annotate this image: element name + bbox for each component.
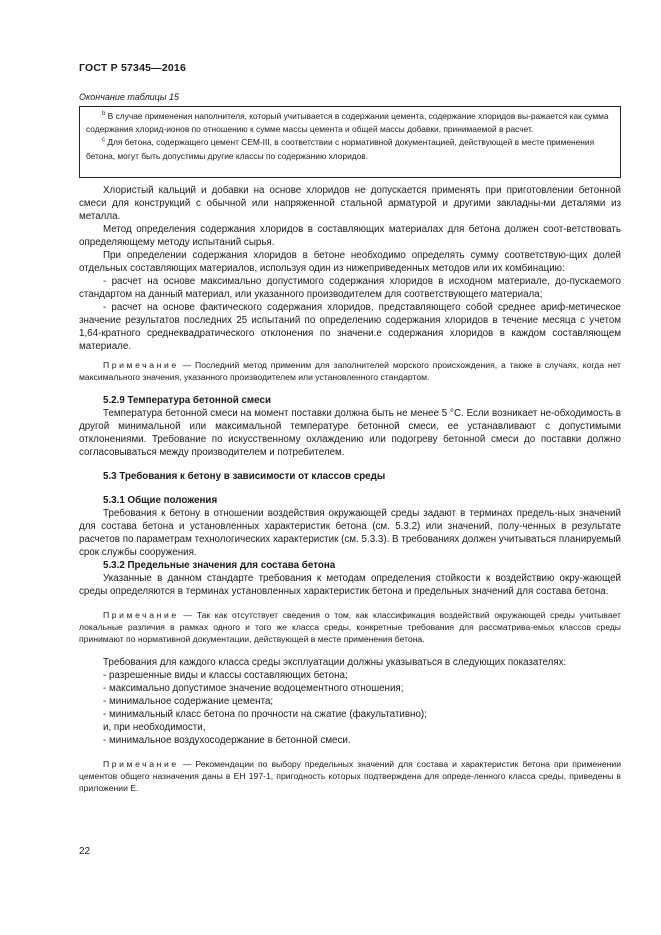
footnote-mark: b bbox=[102, 111, 106, 117]
footnote-mark: c bbox=[102, 137, 105, 144]
list-item: - минимальный класс бетона по прочности на сжатие (факультативно); bbox=[103, 709, 427, 720]
note-label: Примечание bbox=[103, 610, 179, 620]
list-item: - расчет на основе максимально допустимого содержания хлоридов в исходном материале, до-пускаемого стандартом на данный материал, или указанного производителем для соответствующего материала; bbox=[79, 276, 621, 300]
footnote-text: В случае применения наполнителя, который учитывается в содержании цемента, содержание хлоридов вы-ражается как сумма содержания хлорид-ионов по отношению к сумме массы цемента и общей массы добавки, принимаемой в расчет. bbox=[86, 111, 609, 135]
body-text bbox=[79, 184, 621, 794]
note bbox=[79, 359, 621, 383]
section-heading-5-2-9: 5.2.9 Температура бетонной смеси bbox=[103, 395, 271, 406]
list-item: - разрешенные виды и классы составляющих бетона; bbox=[103, 670, 348, 681]
section-heading-5-3-1: 5.3.1 Общие положения bbox=[103, 495, 218, 506]
table-footnotes-box bbox=[79, 106, 621, 178]
section-heading-5-3-2: 5.3.2 Предельные значения для состава бетона bbox=[103, 560, 336, 571]
paragraph: Метод определения содержания хлоридов в составляющих материалах для бетона должен соот-ветствовать определяющему методу испытаний сырья. bbox=[79, 224, 621, 248]
note-text: — Так как отсутствует сведения о том, как классификация воздействий окружающей среды учитывает локальные различия в рамках одного и того же класса среды, конкретные требования для рассматрива-емых классов среды принимают по нормативной документации, действующей в месте применения бетона. bbox=[79, 610, 621, 644]
note-text: — Рекомендации по выбору предельных значений для состава и характеристик бетона при применении цементов общего назначения даны в ЕН 197-1, пригодность которых подтверждена для опреде-ленного класса среды, приведены в приложении Е. bbox=[79, 759, 621, 793]
section-heading-5-3: 5.3 Требования к бетону в зависимости от классов среды bbox=[103, 471, 386, 482]
paragraph: Требования для каждого класса среды эксплуатации должны указываться в следующих показателях: bbox=[103, 657, 567, 668]
list-item: - минимальное воздухосодержание в бетонной смеси. bbox=[103, 735, 351, 746]
paragraph: Температура бетонной смеси на момент поставки должна быть не менее 5 °С. Если возникает не-обходимость в другой минимальной или максимальной температуре бетонной смеси, ее устанавливают с допустимыми отклонениями. Требование по искусственному охлаждению или подогреву бетонной смеси до поставки должно согласовываться между производителем и потребителем. bbox=[79, 408, 621, 458]
page-header-standard: ГОСТ Р 57345—2016 bbox=[79, 62, 187, 74]
note-text: — Последний метод применим для заполнителей морского происхождения, а также в случаях, когда нет максимального значения, указанного производителем или установленного стандартом. bbox=[79, 360, 621, 382]
table-continuation-label: Окончание таблицы 15 bbox=[79, 92, 179, 102]
note-label: Примечание bbox=[103, 360, 179, 370]
note-label: Примечание bbox=[103, 759, 179, 769]
list-item: и, при необходимости, bbox=[103, 722, 206, 733]
paragraph: Требования к бетону в отношении воздействия окружающей среды задают в терминах предель-ных значений для состава бетона и установленных характеристик бетона (см. 5.3.2) или значений, полу-ченных в результате расчетов по параметрам технологических характеристик (см. 5.3.3). В требованиях должен учитываться планируемый срок службы сооружения. bbox=[79, 508, 621, 558]
paragraph: Хлористый кальций и добавки на основе хлоридов не допускается применять при приготовлении бетонной смеси для конструкций с обычной или напряженной стальной арматурой и другими закладны-ми деталями из металла. bbox=[79, 185, 621, 222]
paragraph: Указанные в данном стандарте требования к методам определения стойкости к воздействию окру-жающей среды определяются в терминах установленных характеристик бетона и предельных значений для состава бетона. bbox=[79, 573, 621, 597]
footnote-text: Для бетона, содержащего цемент CEM-III, в соответствии с нормативной документацией, действующей в месте применения бетона, могут быть допустимы другие классы по содержанию хлоридов. bbox=[86, 137, 595, 161]
footnote-c bbox=[86, 136, 614, 162]
paragraph: При определении содержания хлоридов в бетоне необходимо определять сумму соответствую-щих долей отдельных составляющих материалов, используя один из нижеприведенных методов или их комбинацию: bbox=[79, 250, 621, 274]
note bbox=[79, 758, 621, 794]
footnote-b bbox=[86, 110, 614, 136]
list-item: - минимальное содержание цемента; bbox=[103, 696, 274, 707]
list-item: - максимально допустимое значение водоцементного отношения; bbox=[103, 683, 404, 694]
note bbox=[79, 609, 621, 645]
list-item: - расчет на основе фактического содержания хлоридов, представляющего собой среднее ариф-метическое значение результатов последних 25 испытаний по определению содержания хлоридов в течение месяца с учетом 1,64-кратного среднеквадратического отклонения по значени.е содержания хлоридов в каждом составляющем материале. bbox=[79, 302, 621, 352]
page-number: 22 bbox=[79, 846, 91, 857]
